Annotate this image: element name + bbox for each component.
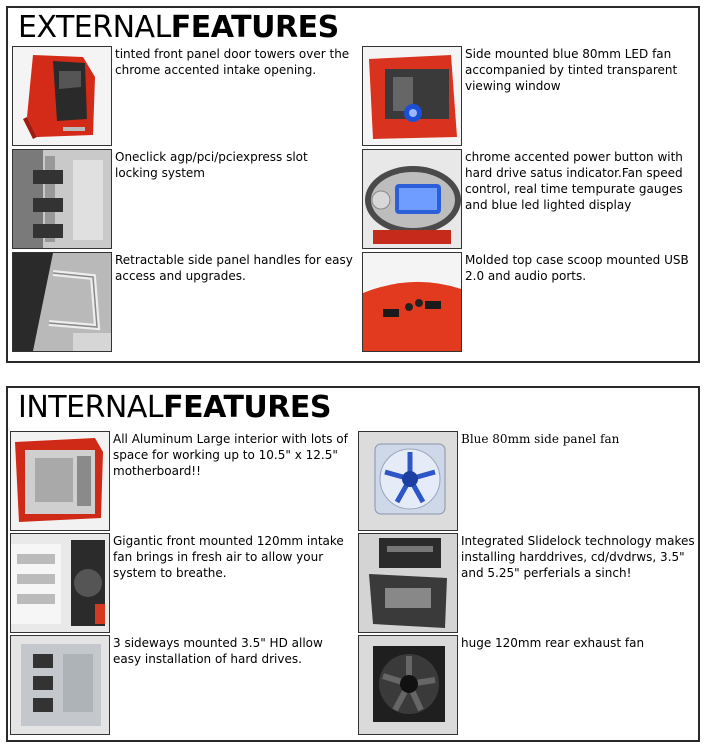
aluminum-interior-photo <box>10 431 110 531</box>
internal-feature-item <box>358 431 698 531</box>
side-led-fan-photo <box>362 46 462 146</box>
feature-description: chrome accented power button with hard drive satus indicator.Fan speed control, real time tempurate gauges and blue led lighted display <box>465 150 683 212</box>
internal-features-heading: INTERNALFEATURES <box>18 390 331 425</box>
feature-description: All Aluminum Large interior with lots of space for working up to 10.5" x 12.5" motherboard!! <box>113 432 348 478</box>
external-features-panel <box>6 6 700 363</box>
feature-description: Side mounted blue 80mm LED fan accompanied by tinted transparent viewing window <box>465 47 678 93</box>
power-button-display-photo <box>362 149 462 249</box>
feature-description: huge 120mm rear exhaust fan <box>461 636 645 650</box>
feature-description: 3 sideways mounted 3.5" HD allow easy installation of hard drives. <box>113 636 323 666</box>
internal-feature-item <box>358 635 698 735</box>
external-feature-item <box>12 46 352 146</box>
external-feature-item <box>362 149 702 249</box>
slidelock-bays-photo <box>358 533 458 633</box>
red-tower-front-photo <box>12 46 112 146</box>
external-feature-item <box>12 149 352 249</box>
side-handle-photo <box>12 252 112 352</box>
slot-locking-photo <box>12 149 112 249</box>
feature-description: Oneclick agp/pci/pciexpress slot locking system <box>115 150 308 180</box>
rear-exhaust-fan-photo <box>358 635 458 735</box>
usb-audio-ports-photo <box>362 252 462 352</box>
internal-feature-item <box>10 635 350 735</box>
feature-description: Blue 80mm side panel fan <box>461 432 620 446</box>
feature-description: Retractable side panel handles for easy access and upgrades. <box>115 253 353 283</box>
feature-description: Integrated Slidelock technology makes installing harddrives, cd/dvdrws, 3.5" and 5.25" perferials a sinch! <box>461 534 695 580</box>
feature-description: tinted front panel door towers over the chrome accented intake opening. <box>115 47 350 77</box>
external-features-heading: EXTERNALFEATURES <box>18 10 339 45</box>
front-120mm-fan-photo <box>10 533 110 633</box>
internal-features-panel <box>6 386 700 742</box>
external-feature-item <box>362 252 702 352</box>
external-feature-item <box>362 46 702 146</box>
external-feature-item <box>12 252 352 352</box>
feature-description: Molded top case scoop mounted USB 2.0 and audio ports. <box>465 253 689 283</box>
blue-80mm-fan-photo <box>358 431 458 531</box>
internal-feature-item <box>10 533 350 633</box>
internal-feature-item <box>10 431 350 531</box>
feature-description: Gigantic front mounted 120mm intake fan brings in fresh air to allow your system to breathe. <box>113 534 344 580</box>
internal-feature-item <box>358 533 698 633</box>
hd-cage-photo <box>10 635 110 735</box>
